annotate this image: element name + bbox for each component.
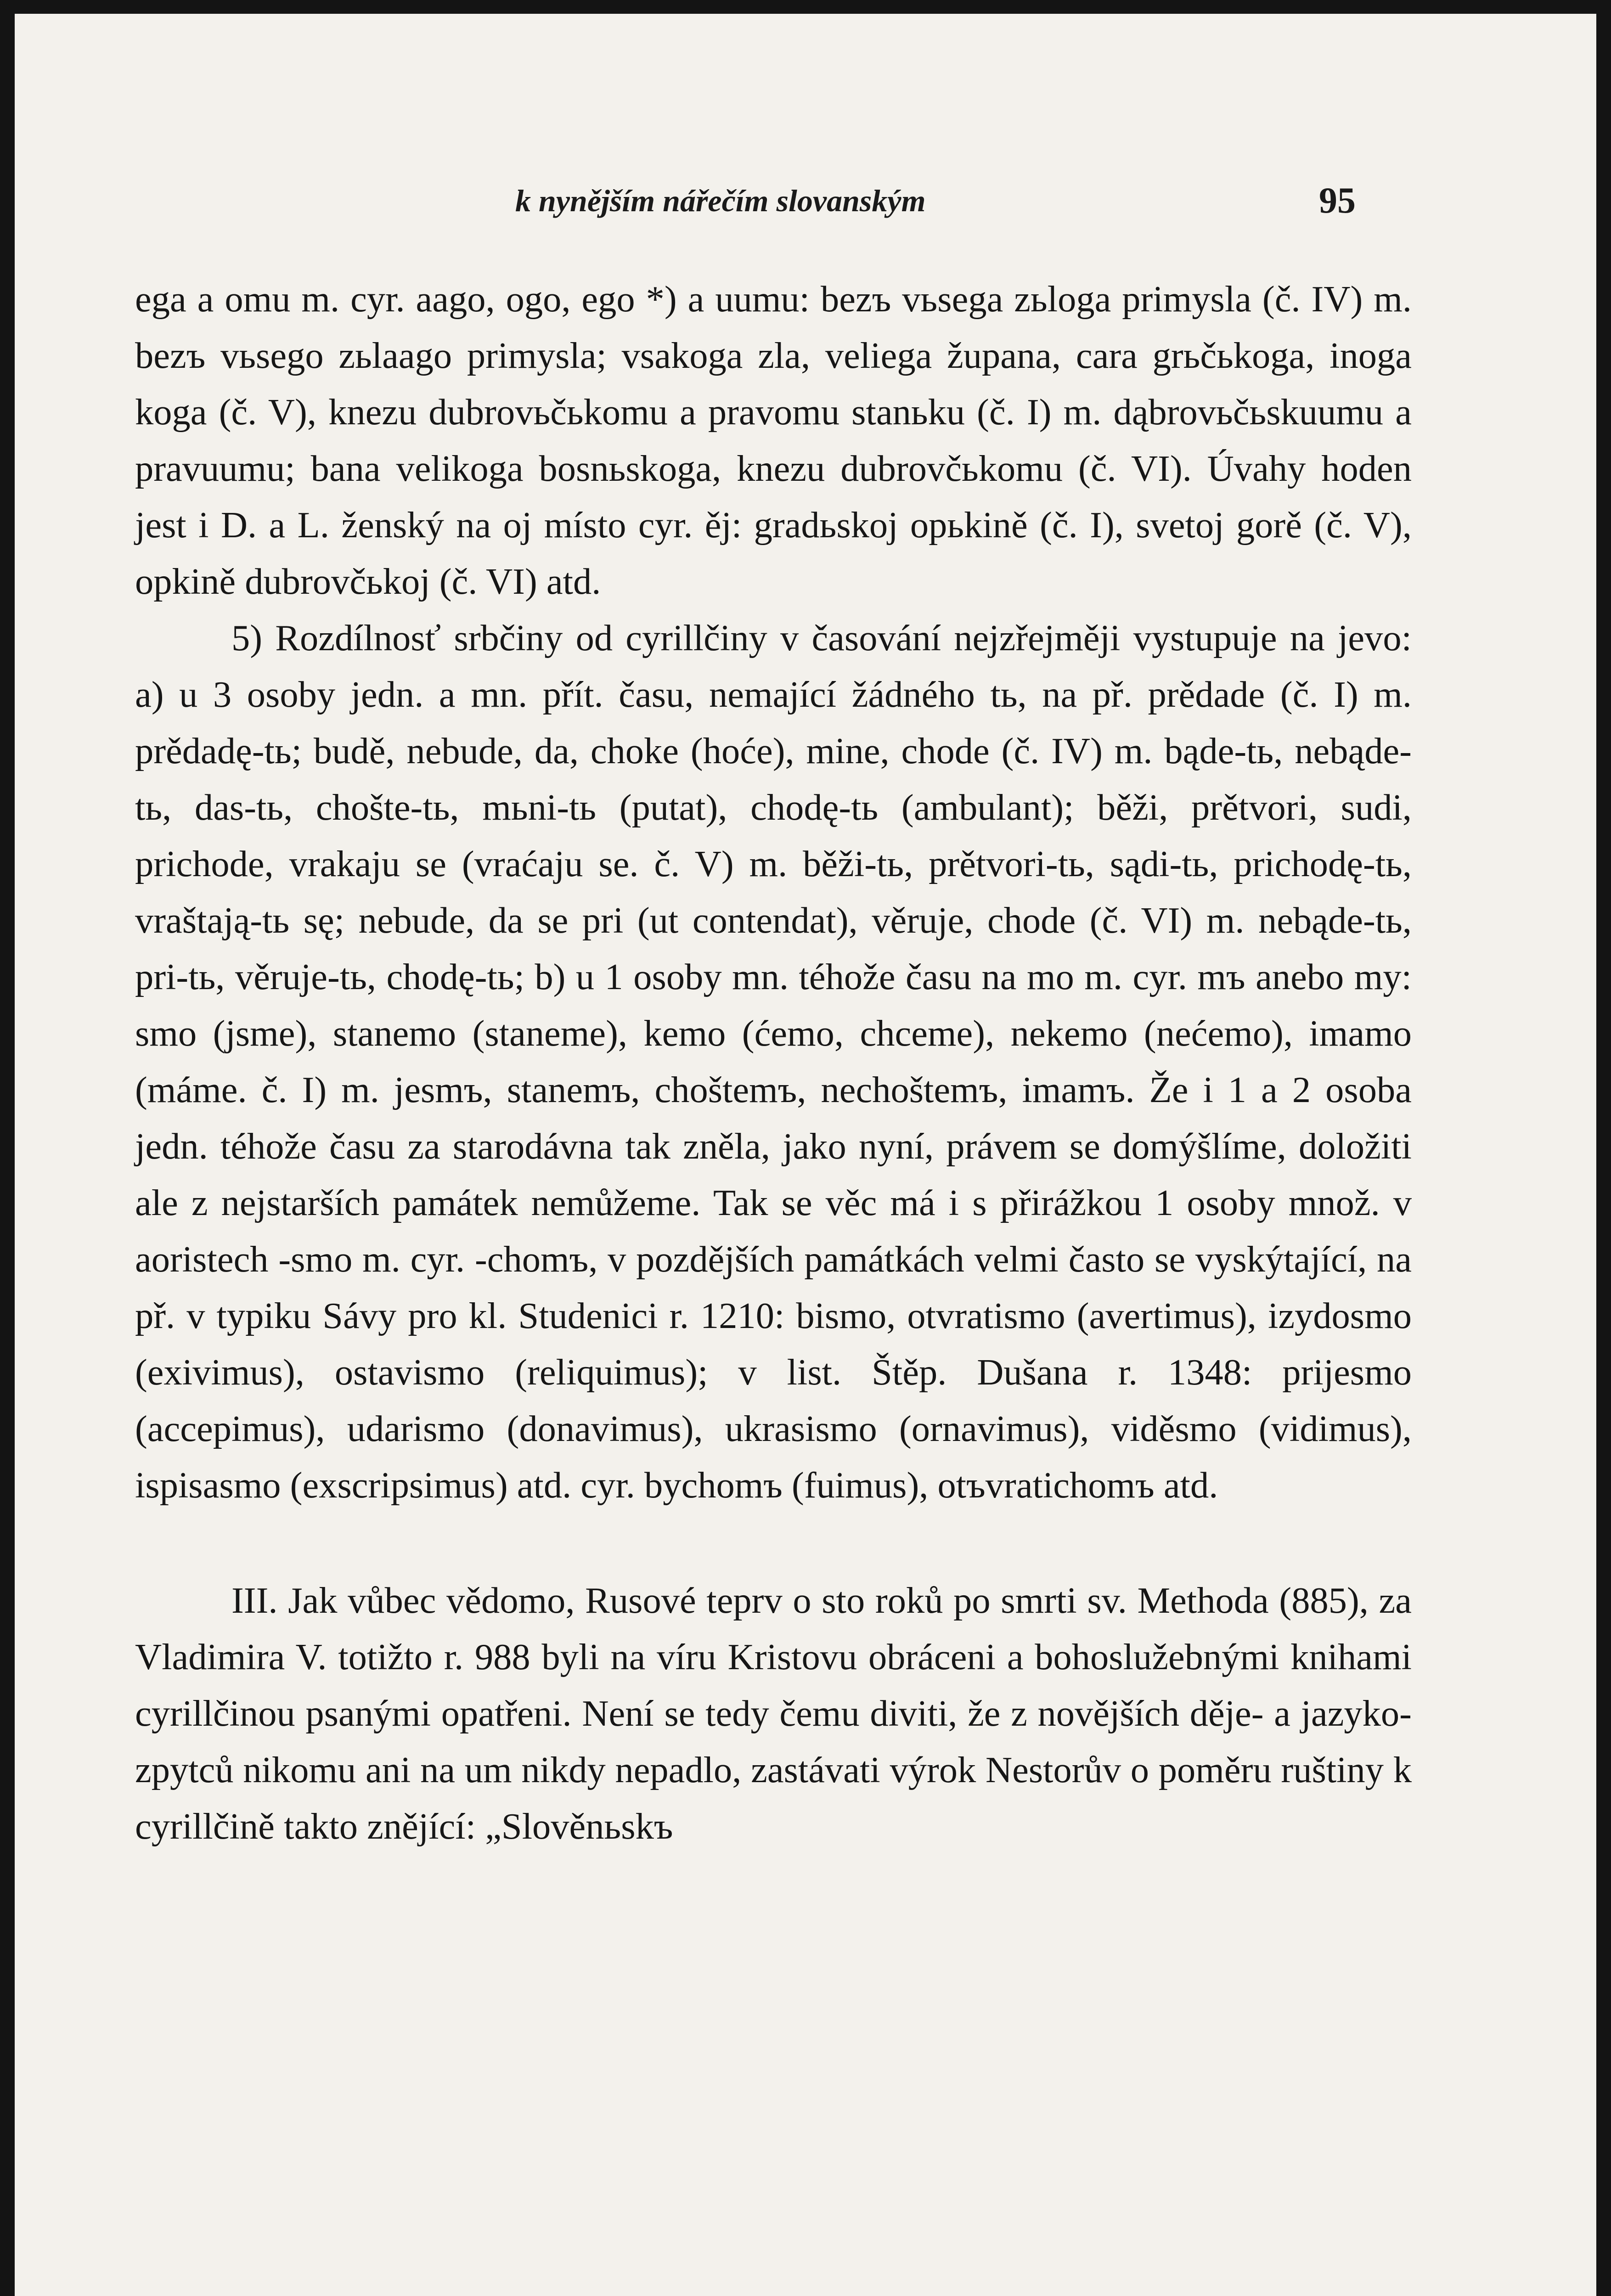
page-number: 95 <box>1319 180 1356 221</box>
paragraph-point-5: 5) Rozdílnosť srbčiny od cyrillčiny v časování nejzřejměji vystupuje na jevo: a) u 3 osoby jedn. a mn. přít. času, nemající žádného tь, na př. prědade (č. I) m. prědadę-tь; budě, nebude, da, choke (hoće), mine, chode (č. IV) m. bąde-tь, nebąde-tь, das-tь, chošte-tь, mьni-tь (putat), chodę-tь (ambulant); běži, prětvori, sudi, prichode, vrakaju se (vraćaju se. č. V) m. běži-tь, prětvori-tь, sądi-tь, prichodę-tь, vraštają-tь sę; nebude, da se pri (ut contendat), věruje, chode (č. VI) m. nebąde-tь, pri-tь, věruje-tь, chodę-tь; b) u 1 osoby mn. téhože času na mo m. cyr. mъ anebo my: smo (jsme), stanemo (staneme), kemo (ćemo, chceme), nekemo (nećemo), imamo (máme. č. I) m. jesmъ, stanemъ, choštemъ, nechoštemъ, imamъ. Že i 1 a 2 osoba jedn. téhože času za starodávna tak zněla, jako nyní, právem se domýšlíme, doložiti ale z nejstarších památek nemůžeme. Tak se věc má i s přirážkou 1 osoby množ. v aoristech -smo m. cyr. -chomъ, v pozdějších památkách velmi často se vyskýtající, na př. v typiku Sávy pro kl. Studenici r. 1210: bismo, otvratismo (avertimus), izydosmo (exivimus), ostavismo (reliquimus); v list. Štěp. Dušana r. 1348: prijesmo (accepimus), udarismo (donavimus), ukrasismo (ornavimus), viděsmo (vidimus), ispisasmo (exscripsimus) atd. cyr. bychomъ (fuimus), otъvratichomъ atd. <box>135 618 1412 1506</box>
page-header <box>15 180 1596 229</box>
running-title: k nynějším nářečím slovanským <box>515 183 926 218</box>
book-page <box>15 14 1596 2296</box>
body-text <box>135 271 1412 1855</box>
paragraph-continuation: ega a omu m. cyr. aago, ogo, ego *) a uumu: bezъ vьsega zьloga primysla (č. IV) m. bezъ vьsego zьlaago primysla; vsakoga zla, veliega župana, cara grьčьkoga, inoga koga (č. V), knezu dubrovьčьkomu a pravomu stanьku (č. I) m. dąbrovьčьskuumu a pravuumu; bana velikoga bosnьskoga, knezu dubrovčьkomu (č. VI). Úvahy hoden jest i D. a L. ženský na oj místo cyr. ěj: gradьskoj opьkině (č. I), svetoj gorě (č. V), opkině dubrovčьkoj (č. VI) atd. <box>135 279 1412 602</box>
paragraph-section-iii: III. Jak vůbec vědomo, Rusové teprv o sto roků po smrti sv. Methoda (885), za Vladimira V. totižto r. 988 byli na víru Kristovu obráceni a bohoslužebnými knihami cyrillčinou psanými opatřeni. Není se tedy čemu diviti, že z novějších děje- a jazyko-zpytců nikomu ani na um nikdy nepadlo, zastávati výrok Nestorův o poměru ruštiny k cyrillčině takto znějící: „Slověnьskъ <box>135 1580 1412 1847</box>
